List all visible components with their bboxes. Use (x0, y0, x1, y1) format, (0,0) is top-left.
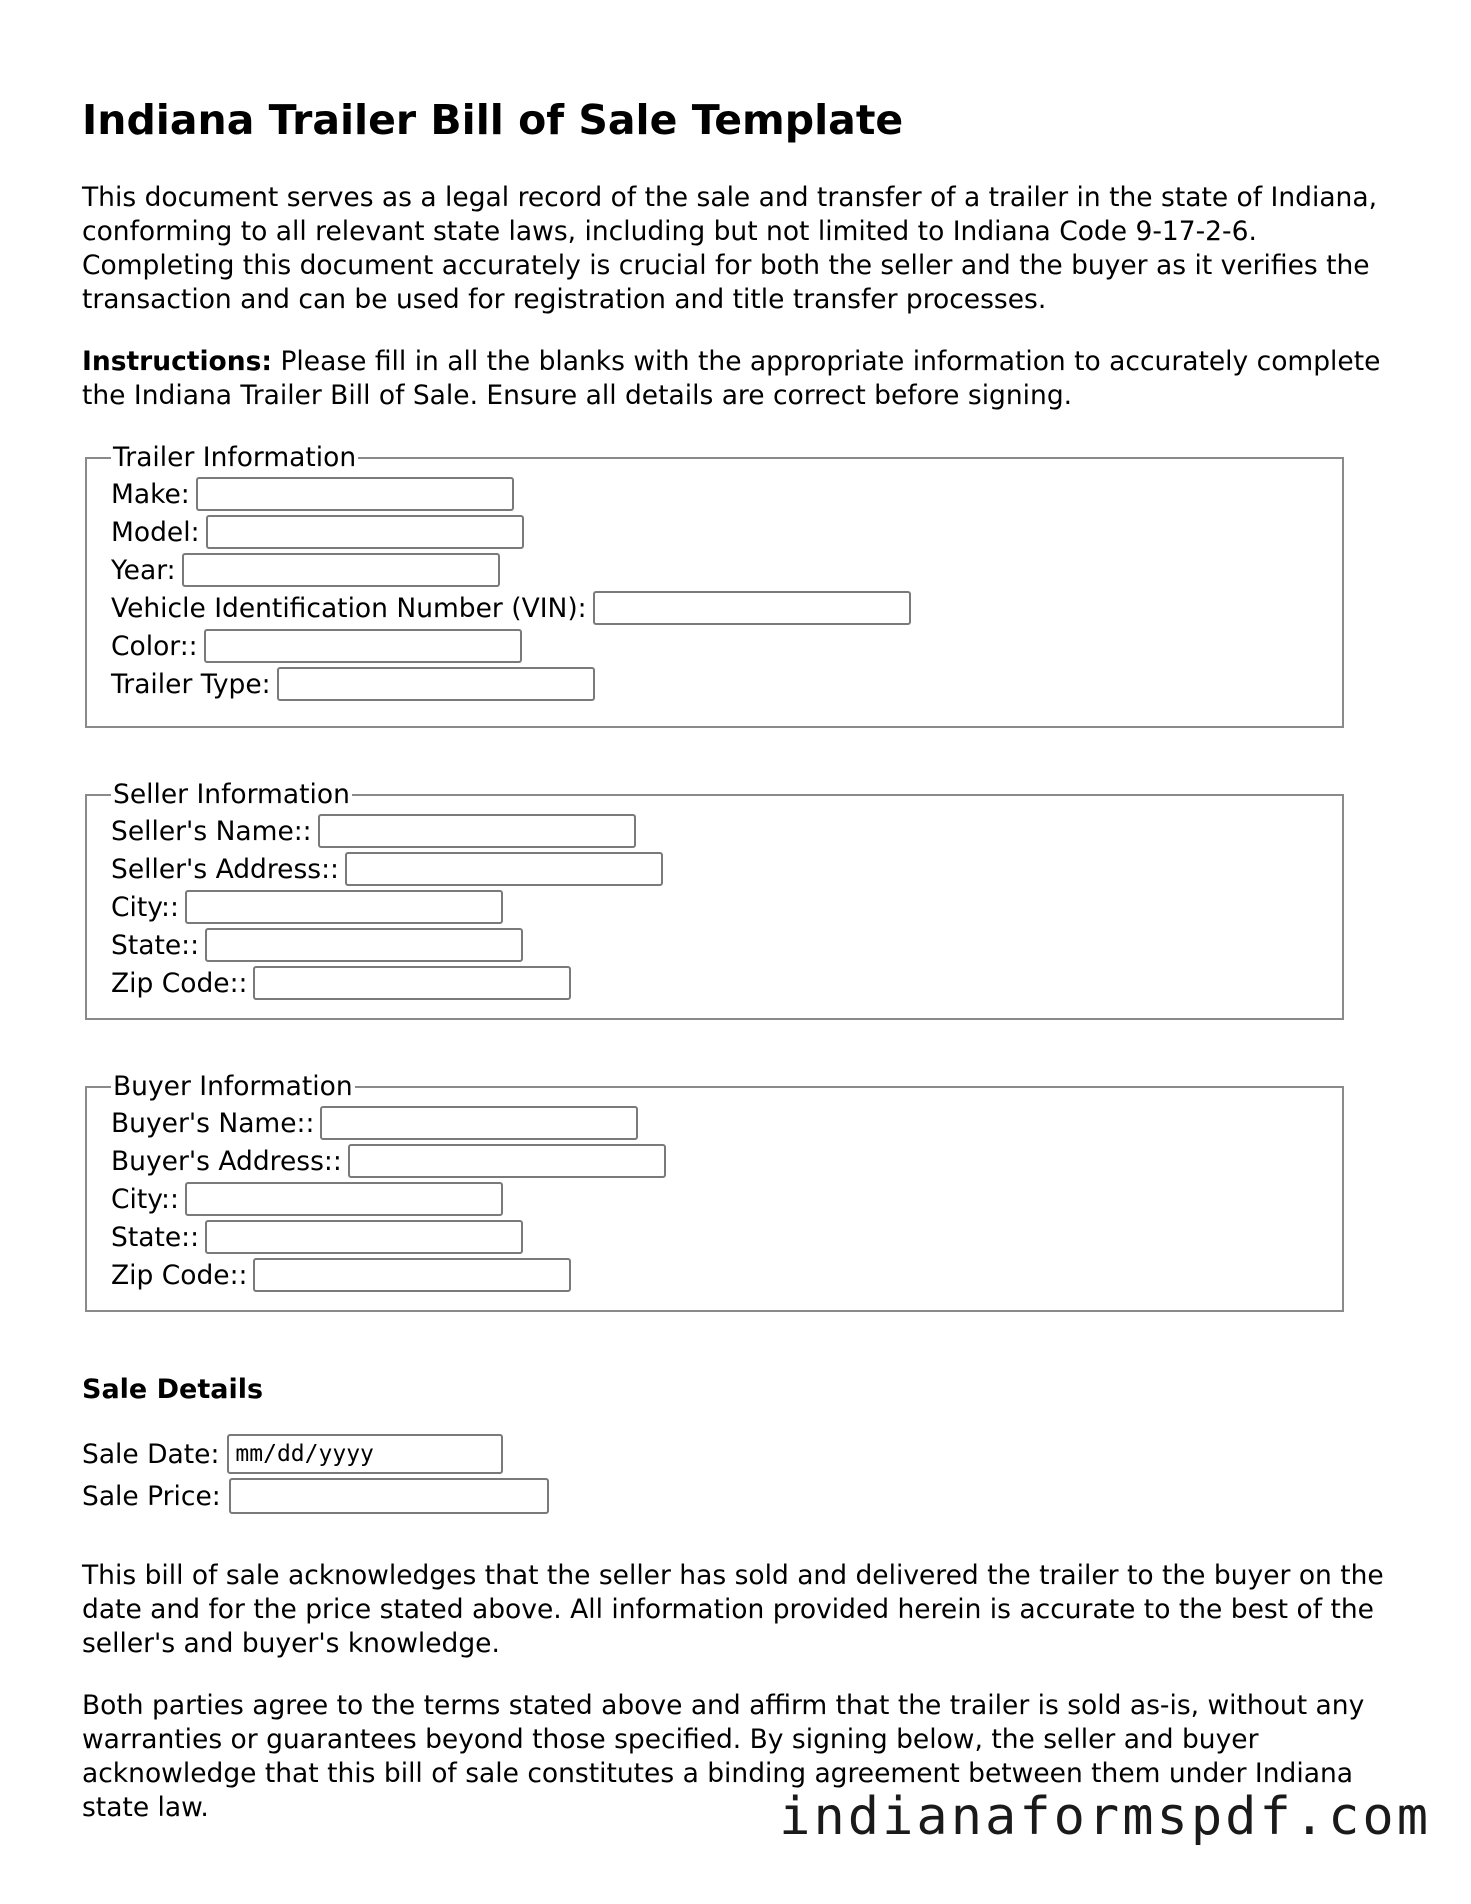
seller-state-input[interactable] (205, 928, 523, 962)
seller-name-label: Seller's Name:: (111, 815, 312, 847)
sale-details-heading: Sale Details (82, 1374, 264, 1406)
color-label: Color:: (111, 630, 198, 662)
buyer-address-row (111, 1142, 1318, 1180)
page-title: Indiana Trailer Bill of Sale Template (82, 96, 904, 144)
seller-city-label: City:: (111, 891, 179, 923)
buyer-information-section (85, 1072, 1344, 1312)
buyer-zip-input[interactable] (253, 1258, 571, 1292)
seller-name-input[interactable] (318, 814, 636, 848)
seller-name-row (111, 812, 1318, 850)
trailer-type-label: Trailer Type: (111, 668, 271, 700)
trailer-type-row (111, 665, 1318, 703)
seller-information-section (85, 780, 1344, 1020)
instructions-label: Instructions: (82, 346, 273, 378)
make-input[interactable] (196, 477, 514, 511)
buyer-city-input[interactable] (185, 1182, 503, 1216)
model-label: Model: (111, 516, 200, 548)
buyer-state-input[interactable] (205, 1220, 523, 1254)
sale-date-input[interactable] (227, 1434, 503, 1474)
sale-date-row (82, 1433, 1392, 1475)
vin-input[interactable] (593, 591, 911, 625)
make-label: Make: (111, 478, 190, 510)
trailer-information-section (85, 443, 1344, 728)
color-input[interactable] (204, 629, 522, 663)
seller-section-legend: Seller Information (113, 779, 350, 811)
model-input[interactable] (206, 515, 524, 549)
buyer-name-label: Buyer's Name:: (111, 1107, 315, 1139)
make-row (111, 475, 1318, 513)
buyer-section-legend: Buyer Information (113, 1071, 353, 1103)
buyer-state-label: State:: (111, 1221, 200, 1253)
document (82, 96, 1392, 1853)
year-input[interactable] (182, 553, 500, 587)
color-row (111, 627, 1318, 665)
year-label: Year: (111, 554, 176, 586)
buyer-address-label: Buyer's Address:: (111, 1145, 342, 1177)
intro-paragraph: This document serves as a legal record of the sale and transfer of a trailer in the state of Indiana, conforming to all relevant state laws, including but not limited to Indiana Code 9-17-2-6. Completing this document accurately is crucial for both the seller and the buyer as it verifies the transaction and can be used for registration and title transfer processes. (82, 182, 1378, 316)
buyer-name-row (111, 1104, 1318, 1142)
trailer-section-legend: Trailer Information (113, 442, 357, 474)
instructions-paragraph (82, 345, 1392, 413)
seller-state-row (111, 926, 1318, 964)
sale-price-row (82, 1475, 1392, 1517)
trailer-type-input[interactable] (277, 667, 595, 701)
watermark: indianaformspdf.com (779, 1787, 1431, 1847)
seller-zip-label: Zip Code:: (111, 967, 248, 999)
agreement-paragraph: Both parties agree to the terms stated above and affirm that the trailer is sold as-is, without any warranties or guarantees beyond those specified. By signing below, the seller and buyer acknowledge that this bill of sale constitutes a binding agreement between them under Indiana state law. (82, 1690, 1365, 1824)
buyer-address-input[interactable] (348, 1144, 666, 1178)
seller-address-input[interactable] (345, 852, 663, 886)
buyer-state-row (111, 1218, 1318, 1256)
model-row (111, 513, 1318, 551)
buyer-name-input[interactable] (320, 1106, 638, 1140)
sale-date-label: Sale Date: (82, 1438, 220, 1470)
seller-zip-row (111, 964, 1318, 1002)
sale-date-placeholder: mm/dd/yyyy (235, 1441, 374, 1468)
seller-address-row (111, 850, 1318, 888)
seller-state-label: State:: (111, 929, 200, 961)
seller-city-input[interactable] (185, 890, 503, 924)
sale-price-label: Sale Price: (82, 1480, 221, 1512)
sale-price-input[interactable] (229, 1478, 549, 1514)
vin-label: Vehicle Identification Number (VIN): (111, 592, 587, 624)
vin-row (111, 589, 1318, 627)
year-row (111, 551, 1318, 589)
seller-address-label: Seller's Address:: (111, 853, 339, 885)
buyer-city-row (111, 1180, 1318, 1218)
buyer-city-label: City:: (111, 1183, 179, 1215)
buyer-zip-row (111, 1256, 1318, 1294)
seller-city-row (111, 888, 1318, 926)
seller-zip-input[interactable] (253, 966, 571, 1000)
acknowledgement-paragraph: This bill of sale acknowledges that the seller has sold and delivered the trailer to the buyer on the date and for the price stated above. All information provided herein is accurate to the best of the seller's and buyer's knowledge. (82, 1560, 1384, 1660)
buyer-zip-label: Zip Code:: (111, 1259, 248, 1291)
instructions-text: Please fill in all the blanks with the appropriate information to accurately complete the Indiana Trailer Bill of Sale. Ensure all details are correct before signing. (82, 346, 1381, 412)
